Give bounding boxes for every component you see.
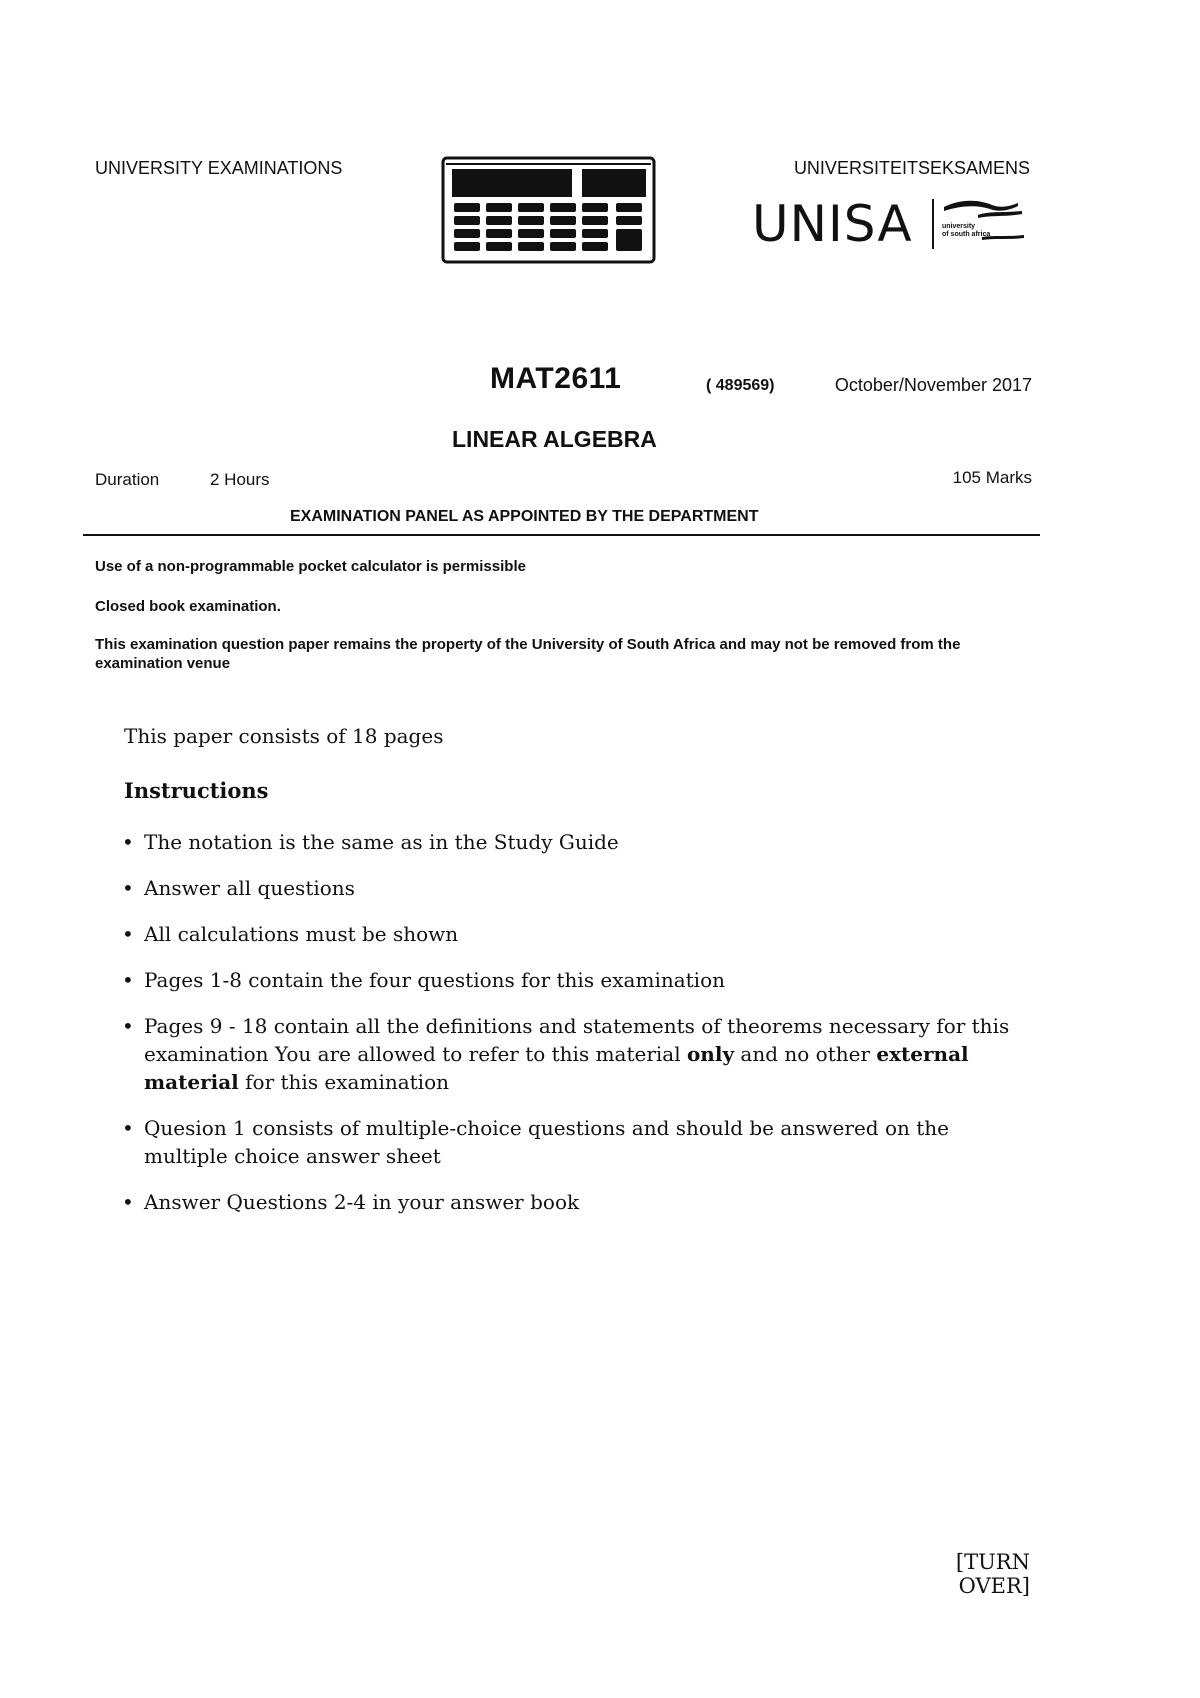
instruction-emphasis: only <box>686 1042 735 1066</box>
list-item <box>120 828 1035 856</box>
bullet-icon: • <box>122 968 134 992</box>
instruction-emphasis: external material <box>144 1042 969 1094</box>
course-code: MAT2611 <box>490 362 622 395</box>
note-property: This examination question paper remains the property of the University of South Africa and may not be removed from the examination venue <box>95 636 961 672</box>
list-item <box>120 920 1035 948</box>
header-divider <box>83 534 1040 536</box>
note-closed-book: Closed book examination. <box>95 598 281 615</box>
instruction-text: The notation is the same as in the Study Guide <box>144 830 619 854</box>
header-right-title: UNIVERSITEITSEKSAMENS <box>793 158 1030 178</box>
list-item <box>120 1012 1035 1096</box>
instructions-heading: Instructions <box>124 778 269 803</box>
turn-over: [TURN OVER] <box>955 1550 1030 1598</box>
bullet-icon: • <box>122 1190 134 1214</box>
exam-session: October/November 2017 <box>834 375 1032 395</box>
instruction-text: Answer all questions <box>144 876 355 900</box>
instruction-text <box>144 1014 1009 1094</box>
instruction-text: Pages 1-8 contain the four questions for this examination <box>144 968 725 992</box>
bullet-icon: • <box>122 830 134 854</box>
list-item <box>120 1188 1035 1216</box>
subject-title: LINEAR ALGEBRA <box>452 426 657 452</box>
instruction-text: Quesion 1 consists of multiple-choice questions and should be answered on the multiple choice answer sheet <box>144 1116 949 1168</box>
bullet-icon: • <box>122 1116 134 1140</box>
page-count: This paper consists of 18 pages <box>124 724 444 748</box>
instruction-text-part: Pages 9 - 18 contain all the definitions and statements of theorems necessary for this examination You are allowed to refer to this material <box>144 1014 1010 1066</box>
list-item <box>120 966 1035 994</box>
instruction-text: Answer Questions 2-4 in your answer book <box>144 1190 580 1214</box>
duration-value: 2 Hours <box>210 470 270 489</box>
examination-panel: EXAMINATION PANEL AS APPOINTED BY THE DEPARTMENT <box>290 508 759 525</box>
list-item <box>120 874 1035 902</box>
calculator-icon <box>440 155 657 265</box>
bullet-icon: • <box>122 876 134 900</box>
unisa-tagline-line2: of south africa <box>942 231 991 238</box>
header-left-title: UNIVERSITY EXAMINATIONS <box>95 158 343 178</box>
instruction-text-part: and no other <box>734 1042 877 1066</box>
unisa-tagline <box>942 223 990 239</box>
unisa-wordmark: UNISA <box>752 195 913 253</box>
unisa-tagline-line1: university <box>942 223 976 230</box>
instruction-text: All calculations must be shown <box>144 922 459 946</box>
note-calculator: Use of a non-programmable pocket calculator is permissible <box>95 558 526 575</box>
course-number: ( 489569) <box>706 377 775 394</box>
instruction-text-part: for this examination <box>238 1070 449 1094</box>
total-marks: 105 Marks <box>952 468 1032 487</box>
unisa-logo <box>752 195 1032 255</box>
duration-label: Duration <box>95 470 160 489</box>
bullet-icon: • <box>122 1014 134 1038</box>
list-item <box>120 1114 1035 1170</box>
logo-divider <box>932 199 934 249</box>
bullet-icon: • <box>122 922 134 946</box>
instructions-list <box>120 828 1035 1234</box>
